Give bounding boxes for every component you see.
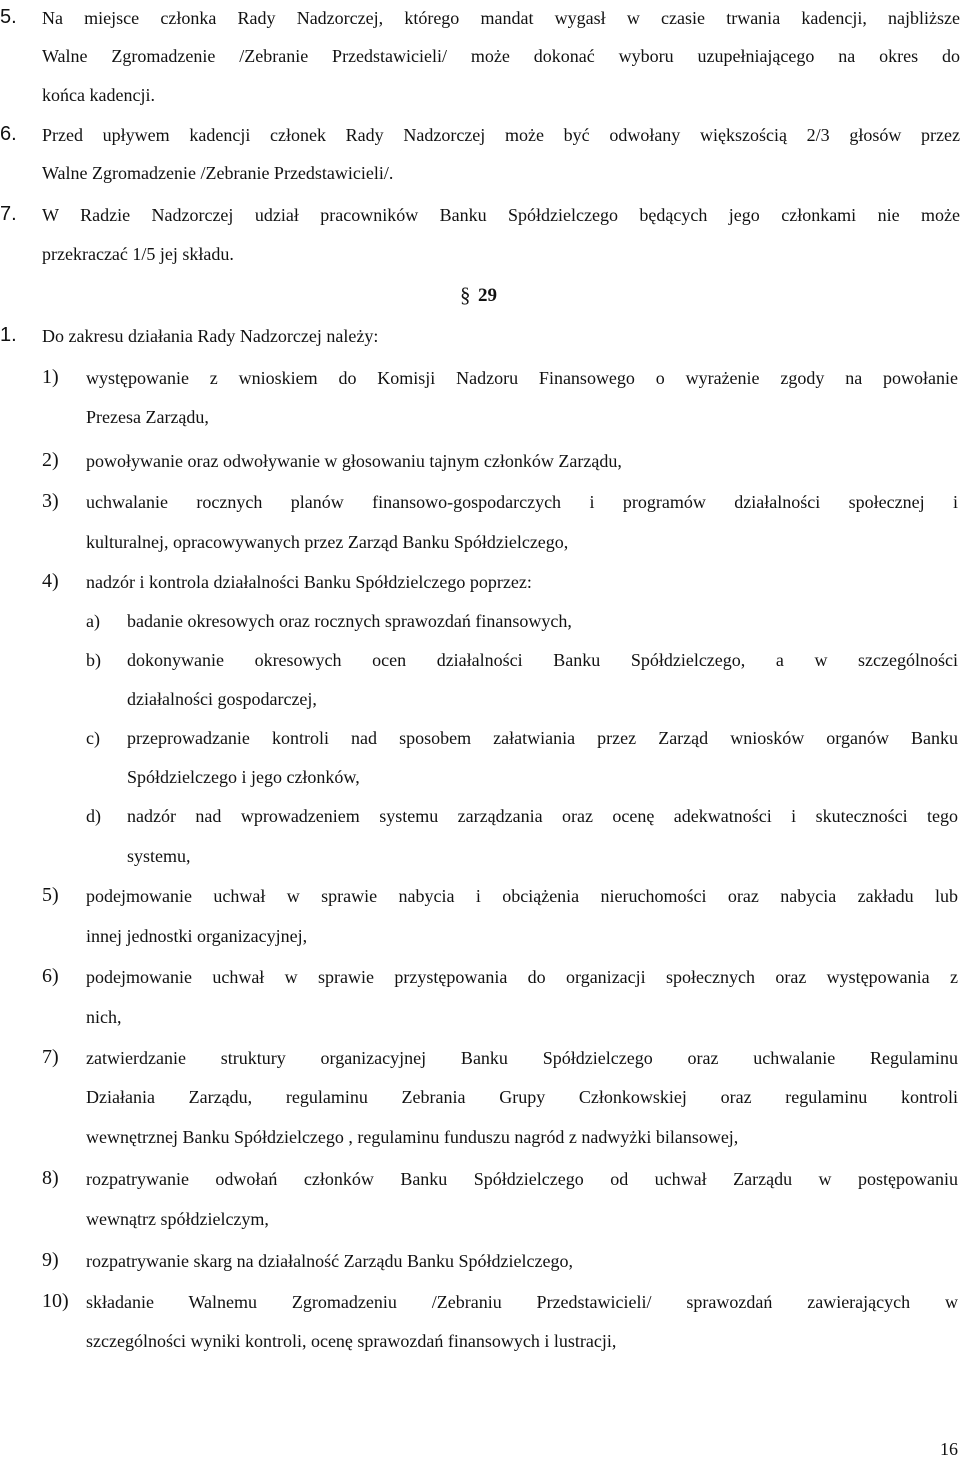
- sublist-letter: b): [86, 650, 101, 670]
- section-symbol: §: [460, 283, 471, 307]
- sublist-line: przeprowadzanie kontroli nad sposobem załatwiania przez Zarząd wniosków organów Banku: [127, 728, 958, 748]
- list-line: występowanie z wnioskiem do Komisji Nadzoru Finansowego o wyrażenie zgody na powołanie: [86, 368, 958, 388]
- item-line: W Radzie Nadzorczej udział pracowników Banku Spółdzielczego będących jego członkami nie może: [42, 205, 960, 225]
- sublist-line: działalności gospodarczej,: [127, 689, 317, 709]
- item-line: końca kadencji.: [42, 85, 155, 105]
- item-number: 5.: [0, 6, 17, 28]
- list-number: 2): [42, 449, 59, 471]
- list-number: 4): [42, 570, 59, 592]
- sublist-letter: a): [86, 611, 100, 631]
- item-line: Walne Zgromadzenie /Zebranie Przedstawicieli/.: [42, 163, 394, 183]
- list-line: podejmowanie uchwał w sprawie przystępowania do organizacji społecznych oraz występowania z: [86, 967, 958, 987]
- intro-number: 1.: [0, 324, 17, 346]
- list-line: innej jednostki organizacyjnej,: [86, 926, 308, 946]
- intro-text: Do zakresu działania Rady Nadzorczej należy:: [42, 326, 379, 346]
- list-line: Działania Zarządu, regulaminu Zebrania Grupy Członkowskiej oraz regulaminu kontroli: [86, 1087, 958, 1107]
- page-number: 16: [940, 1439, 958, 1459]
- list-number: 10): [42, 1290, 69, 1312]
- list-line: wewnętrznej Banku Spółdzielczego , regulaminu funduszu nagród z nadwyżki bilansowej,: [86, 1127, 739, 1147]
- list-number: 8): [42, 1167, 59, 1189]
- list-line: szczególności wyniki kontroli, ocenę sprawozdań finansowych i lustracji,: [86, 1331, 617, 1351]
- item-line: Przed upływem kadencji członek Rady Nadzorczej może być odwołany większością 2/3 głosów przez: [42, 125, 960, 145]
- list-number: 6): [42, 965, 59, 987]
- section-number: 29: [478, 285, 497, 306]
- list-line: rozpatrywanie odwołań członków Banku Spółdzielczego od uchwał Zarządu w postępowaniu: [86, 1169, 958, 1189]
- list-line: składanie Walnemu Zgromadzeniu /Zebraniu Przedstawicieli/ sprawozdań zawierających w: [86, 1292, 958, 1312]
- list-line: kulturalnej, opracowywanych przez Zarząd Banku Spółdzielczego,: [86, 532, 569, 552]
- list-line: Prezesa Zarządu,: [86, 407, 209, 427]
- list-line: nadzór i kontrola działalności Banku Spółdzielczego poprzez:: [86, 572, 532, 592]
- item-line: przekraczać 1/5 jej składu.: [42, 244, 234, 264]
- list-line: podejmowanie uchwał w sprawie nabycia i obciążenia nieruchomości oraz nabycia zakładu lub: [86, 886, 958, 906]
- list-line: rozpatrywanie skarg na działalność Zarządu Banku Spółdzielczego,: [86, 1251, 573, 1271]
- list-number: 9): [42, 1249, 59, 1271]
- sublist-line: Spółdzielczego i jego członków,: [127, 767, 360, 787]
- list-line: powoływanie oraz odwoływanie w głosowaniu tajnym członków Zarządu,: [86, 451, 622, 471]
- list-line: wewnątrz spółdzielczym,: [86, 1209, 269, 1229]
- sublist-letter: c): [86, 728, 100, 748]
- list-line: zatwierdzanie struktury organizacyjnej Banku Spółdzielczego oraz uchwalanie Regulaminu: [86, 1048, 958, 1068]
- sublist-line: dokonywanie okresowych ocen działalności Banku Spółdzielczego, a w szczególności: [127, 650, 958, 670]
- item-line: Na miejsce członka Rady Nadzorczej, którego mandat wygasł w czasie trwania kadencji, najbliższe: [42, 8, 960, 28]
- list-line: uchwalanie rocznych planów finansowo-gospodarczych i programów działalności społecznej i: [86, 492, 958, 512]
- list-number: 3): [42, 490, 59, 512]
- list-number: 7): [42, 1046, 59, 1068]
- sublist-line: nadzór nad wprowadzeniem systemu zarządzania oraz ocenę adekwatności i skuteczności tego: [127, 806, 958, 826]
- item-line: Walne Zgromadzenie /Zebranie Przedstawicieli/ może dokonać wyboru uzupełniającego na okres do: [42, 46, 960, 66]
- item-number: 6.: [0, 123, 17, 145]
- list-line: nich,: [86, 1007, 122, 1027]
- sublist-line: badanie okresowych oraz rocznych sprawozdań finansowych,: [127, 611, 572, 631]
- item-number: 7.: [0, 203, 17, 225]
- list-number: 5): [42, 884, 59, 906]
- sublist-letter: d): [86, 806, 101, 826]
- sublist-line: systemu,: [127, 846, 191, 866]
- list-number: 1): [42, 366, 59, 388]
